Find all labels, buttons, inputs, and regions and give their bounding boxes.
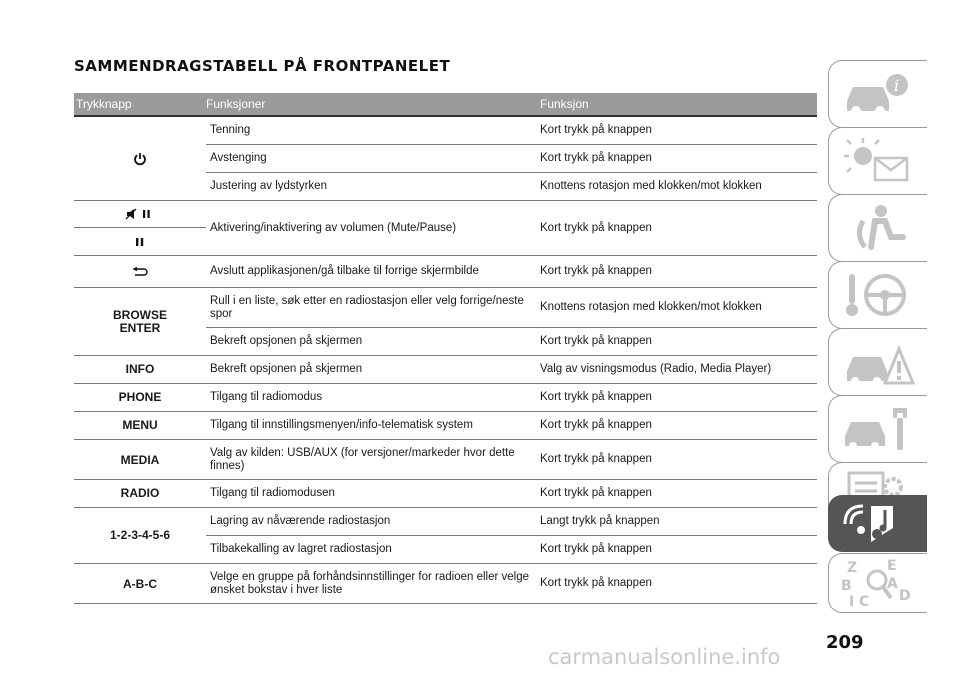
key-cell-mute — [74, 201, 206, 256]
multimedia-icon — [841, 500, 917, 546]
watermark: carmanualsonline.info — [548, 645, 781, 669]
tab-car-info[interactable] — [828, 60, 927, 128]
car-service-icon — [841, 402, 917, 456]
function-cell: Bekreft opsjonen på skjermen — [206, 356, 540, 384]
key-cell-menu: MENU — [74, 412, 206, 440]
tab-starting-driving[interactable] — [828, 261, 927, 329]
table-row — [74, 356, 817, 384]
function-cell: Velge en gruppe på forhåndsinnstillinger for radioen eller velge ønsket bokstav i hver liste — [206, 564, 540, 604]
key-steering-wheel-icon — [841, 268, 917, 322]
tab-emergency[interactable] — [828, 328, 927, 396]
header-functions: Funksjoner — [206, 93, 540, 116]
power-icon — [133, 152, 147, 166]
alphabetical-index-icon — [841, 556, 917, 610]
action-cell: Kort trykk på knappen — [540, 145, 817, 173]
table-header-row — [74, 93, 817, 116]
action-cell: Kort trykk på knappen — [540, 536, 817, 564]
svg-text:A: A — [887, 576, 898, 592]
warning-light-message-icon — [841, 134, 917, 188]
function-cell: Avstenging — [206, 145, 540, 173]
function-cell: Tilbakekalling av lagret radiostasjon — [206, 536, 540, 564]
tab-multimedia[interactable] — [828, 495, 927, 552]
action-cell: Kort trykk på knappen — [540, 256, 817, 288]
function-cell: Avslutt applikasjonen/gå tilbake til forrige skjermbilde — [206, 256, 540, 288]
key-cell-power — [74, 116, 206, 201]
action-cell: Valg av visningsmodus (Radio, Media Player) — [540, 356, 817, 384]
key-cell-radio: RADIO — [74, 480, 206, 508]
table-row — [74, 288, 817, 328]
action-cell: Kort trykk på knappen — [540, 412, 817, 440]
table-row — [74, 116, 817, 145]
function-cell: Bekreft opsjonen på skjermen — [206, 328, 540, 356]
table-row — [74, 201, 817, 256]
key-cell-back — [74, 256, 206, 288]
action-cell: Kort trykk på knappen — [540, 384, 817, 412]
back-arrow-icon — [132, 267, 148, 277]
action-cell: Langt trykk på knappen — [540, 508, 817, 536]
table-row — [74, 480, 817, 508]
page-number: 209 — [826, 632, 864, 653]
action-cell: Kort trykk på knappen — [540, 116, 817, 145]
key-cell-browse: BROWSE ENTER — [74, 288, 206, 356]
function-cell: Tilgang til innstillingsmenyen/info-telematisk system — [206, 412, 540, 440]
table-row — [74, 564, 817, 604]
svg-text:B: B — [841, 578, 852, 594]
svg-text:C: C — [859, 594, 870, 610]
key-cell-presets: 1-2-3-4-5-6 — [74, 508, 206, 564]
function-cell: Aktivering/inaktivering av volumen (Mute/Pause) — [206, 201, 540, 256]
key-cell-media: MEDIA — [74, 440, 206, 480]
pause-icon — [135, 237, 145, 247]
tab-maintenance[interactable] — [828, 395, 927, 463]
tab-safety[interactable] — [828, 194, 927, 262]
action-cell: Kort trykk på knappen — [540, 564, 817, 604]
action-cell: Kort trykk på knappen — [540, 440, 817, 480]
seat-airbag-icon — [841, 201, 917, 255]
svg-text:D: D — [899, 588, 911, 604]
action-cell: Kort trykk på knappen — [540, 328, 817, 356]
function-cell: Tenning — [206, 116, 540, 145]
function-cell: Tilgang til radiomodusen — [206, 480, 540, 508]
table-row — [74, 384, 817, 412]
action-cell: Kort trykk på knappen — [540, 201, 817, 256]
key-cell-info: INFO — [74, 356, 206, 384]
tab-warning-lights[interactable] — [828, 127, 927, 195]
table-row — [74, 508, 817, 536]
function-cell: Valg av kilden: USB/AUX (for versjoner/markeder hvor dette finnes) — [206, 440, 540, 480]
svg-text:I: I — [849, 594, 855, 610]
page-title: SAMMENDRAGSTABELL PÅ FRONTPANELET — [74, 57, 451, 75]
table-row — [74, 440, 817, 480]
function-cell: Tilgang til radiomodus — [206, 384, 540, 412]
table-row — [74, 412, 817, 440]
function-cell: Rull i en liste, søk etter en radiostasjon eller velg forrige/neste spor — [206, 288, 540, 328]
table-row — [74, 256, 817, 288]
car-info-icon — [841, 67, 917, 121]
header-key: Trykknapp — [74, 93, 206, 116]
summary-table — [74, 93, 817, 604]
key-cell-abc: A-B-C — [74, 564, 206, 604]
svg-text:i: i — [894, 76, 900, 95]
action-cell: Knottens rotasjon med klokken/mot klokken — [540, 173, 817, 201]
tab-index[interactable] — [828, 553, 927, 613]
action-cell: Kort trykk på knappen — [540, 480, 817, 508]
key-cell-phone: PHONE — [74, 384, 206, 412]
function-cell: Justering av lydstyrken — [206, 173, 540, 201]
svg-text:E: E — [887, 558, 897, 574]
mute-pause-icon — [125, 208, 155, 220]
action-cell: Knottens rotasjon med klokken/mot klokken — [540, 288, 817, 328]
car-accident-icon — [841, 335, 917, 389]
header-function: Funksjon — [540, 93, 817, 116]
svg-text:Z: Z — [847, 560, 858, 576]
function-cell: Lagring av nåværende radiostasjon — [206, 508, 540, 536]
